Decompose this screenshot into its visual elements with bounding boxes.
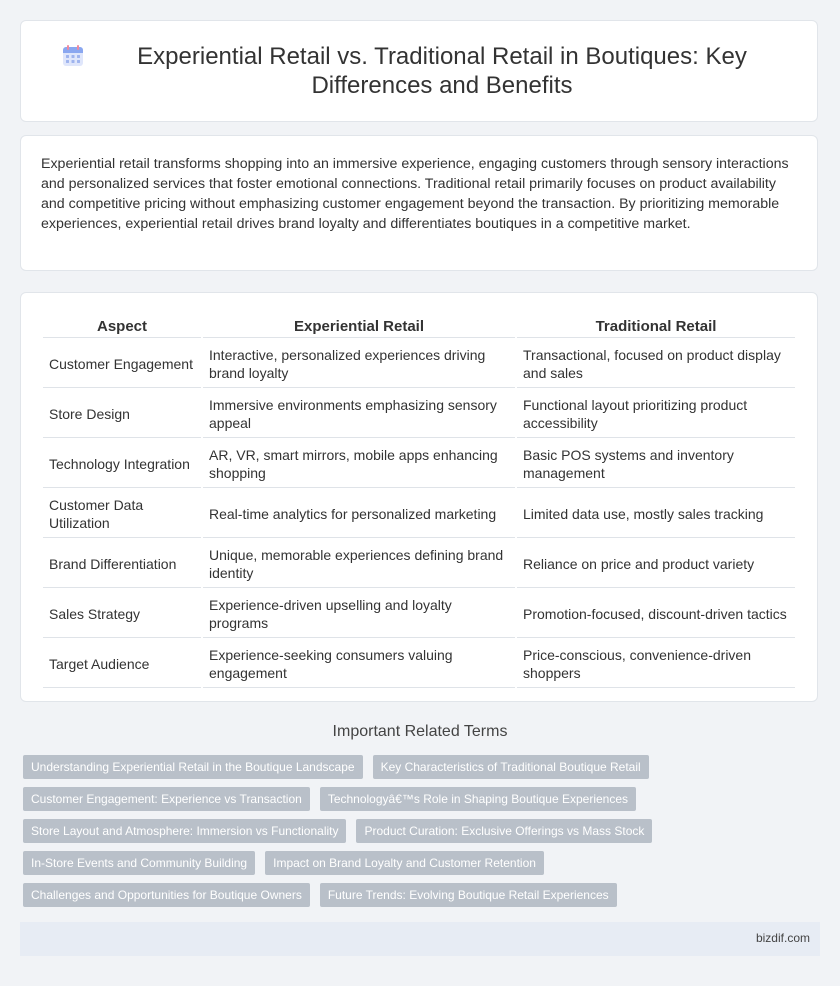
footer-brand[interactable]: bizdif.com (755, 931, 810, 945)
table-row (43, 390, 795, 438)
cell-aspect: Technology Integration (43, 440, 201, 488)
cell-aspect: Customer Data Utilization (43, 490, 201, 538)
comparison-table-card (20, 292, 818, 702)
related-term-link[interactable]: Product Curation: Exclusive Offerings vs Mass Stock (356, 819, 652, 843)
tag-row (23, 755, 823, 779)
intro-card (20, 135, 818, 271)
cell-traditional: Basic POS systems and inventory management (517, 440, 795, 488)
cell-experiential: Interactive, personalized experiences driving brand loyalty (203, 340, 515, 388)
cell-traditional: Price-conscious, convenience-driven shoppers (517, 640, 795, 688)
page-title: Experiential Retail vs. Traditional Retail in Boutiques: Key Differences and Benefits (137, 43, 747, 99)
related-term-link[interactable]: Impact on Brand Loyalty and Customer Retention (265, 851, 544, 875)
cell-traditional: Promotion-focused, discount-driven tactics (517, 590, 795, 638)
footer (20, 922, 820, 956)
related-term-link[interactable]: Store Layout and Atmosphere: Immersion vs Functionality (23, 819, 346, 843)
calendar-icon (61, 44, 85, 68)
cell-experiential: AR, VR, smart mirrors, mobile apps enhancing shopping (203, 440, 515, 488)
cell-experiential: Experience-driven upselling and loyalty programs (203, 590, 515, 638)
related-terms-tags (23, 755, 823, 915)
header-traditional: Traditional Retail (517, 315, 795, 338)
cell-traditional: Reliance on price and product variety (517, 540, 795, 588)
related-terms-section (20, 722, 820, 742)
cell-experiential: Unique, memorable experiences defining brand identity (203, 540, 515, 588)
cell-experiential: Real-time analytics for personalized marketing (203, 490, 515, 538)
cell-traditional: Transactional, focused on product display and sales (517, 340, 795, 388)
cell-aspect: Customer Engagement (43, 340, 201, 388)
cell-aspect: Store Design (43, 390, 201, 438)
table-header-row (43, 315, 795, 338)
tag-row (23, 787, 823, 811)
related-term-link[interactable]: Understanding Experiential Retail in the Boutique Landscape (23, 755, 363, 779)
related-term-link[interactable]: Technologyâ€™s Role in Shaping Boutique Experiences (320, 787, 636, 811)
table-row (43, 540, 795, 588)
tag-row (23, 851, 823, 875)
tag-row (23, 819, 823, 843)
header-aspect: Aspect (43, 315, 201, 338)
header-experiential: Experiential Retail (203, 315, 515, 338)
related-term-link[interactable]: Customer Engagement: Experience vs Transaction (23, 787, 310, 811)
cell-aspect: Target Audience (43, 640, 201, 688)
table-row (43, 640, 795, 688)
related-term-link[interactable]: In-Store Events and Community Building (23, 851, 255, 875)
table-row (43, 490, 795, 538)
header-card (20, 20, 818, 122)
cell-traditional: Limited data use, mostly sales tracking (517, 490, 795, 538)
table-row (43, 590, 795, 638)
related-term-link[interactable]: Challenges and Opportunities for Boutique Owners (23, 883, 310, 907)
cell-experiential: Immersive environments emphasizing sensory appeal (203, 390, 515, 438)
cell-aspect: Brand Differentiation (43, 540, 201, 588)
cell-traditional: Functional layout prioritizing product accessibility (517, 390, 795, 438)
tag-row (23, 883, 823, 907)
cell-experiential: Experience-seeking consumers valuing engagement (203, 640, 515, 688)
related-term-link[interactable]: Key Characteristics of Traditional Boutique Retail (373, 755, 649, 779)
table-row (43, 440, 795, 488)
comparison-table (41, 313, 797, 690)
cell-aspect: Sales Strategy (43, 590, 201, 638)
intro-text: Experiential retail transforms shopping into an immersive experience, engaging customers through sensory interactions and personalized services that foster emotional connections. Traditional retail primarily focuses on product availability and competitive pricing without emphasizing customer engagement beyond the transaction. By prioritizing memorable experiences, experiential retail drives brand loyalty and differentiates boutiques in a competitive market. (41, 156, 789, 232)
related-terms-title: Important Related Terms (332, 723, 508, 740)
table-row (43, 340, 795, 388)
related-term-link[interactable]: Future Trends: Evolving Boutique Retail Experiences (320, 883, 617, 907)
